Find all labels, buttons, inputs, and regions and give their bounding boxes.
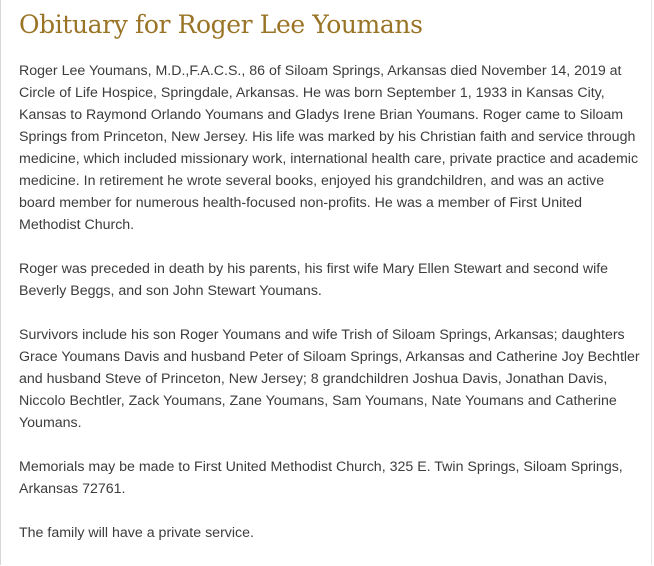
obituary-paragraph-memorials: Memorials may be made to First United Methodist Church, 325 E. Twin Springs, Siloam Springs, Arkansas 72761.: [19, 459, 623, 497]
obituary-paragraph-preceded: Roger was preceded in death by his parents, his first wife Mary Ellen Stewart and second wife Beverly Beggs, and son John Stewart Youmans.: [19, 261, 609, 299]
obituary-body: [19, 60, 644, 566]
obituary-paragraph-survivors: Survivors include his son Roger Youmans and wife Trish of Siloam Springs, Arkansas; daughters Grace Youmans Davis and husband Peter of Siloam Springs, Arkansas and Catherine Joy Bechtler and husband Steve of Princeton, New Jersey; 8 grandchildren Joshua Davis, Jonathan Davis, Niccolo Bechtler, Zack Youmans, Zane Youmans, Sam Youmans, Nate Youmans and Catherine Youmans.: [19, 327, 640, 431]
page-title: Obituary for Roger Lee Youmans: [19, 10, 423, 39]
obituary-paragraph-service: The family will have a private service.: [19, 525, 254, 541]
obituary-paragraph-biography: Roger Lee Youmans, M.D.,F.A.C.S., 86 of Siloam Springs, Arkansas died November 14, 2019 at Circle of Life Hospice, Springdale, Arkansas. He was born September 1, 1933 in Kansas City, Kansas to Raymond Orlando Youmans and Gladys Irene Brian Youmans. Roger came to Siloam Springs from Princeton, New Jersey. His life was marked by his Christian faith and service through medicine, which included missionary work, international health care, private practice and academic medicine. In retirement he wrote several books, enjoyed his grandchildren, and was an active board member for numerous health-focused non-profits. He was a member of First United Methodist Church.: [19, 63, 639, 233]
